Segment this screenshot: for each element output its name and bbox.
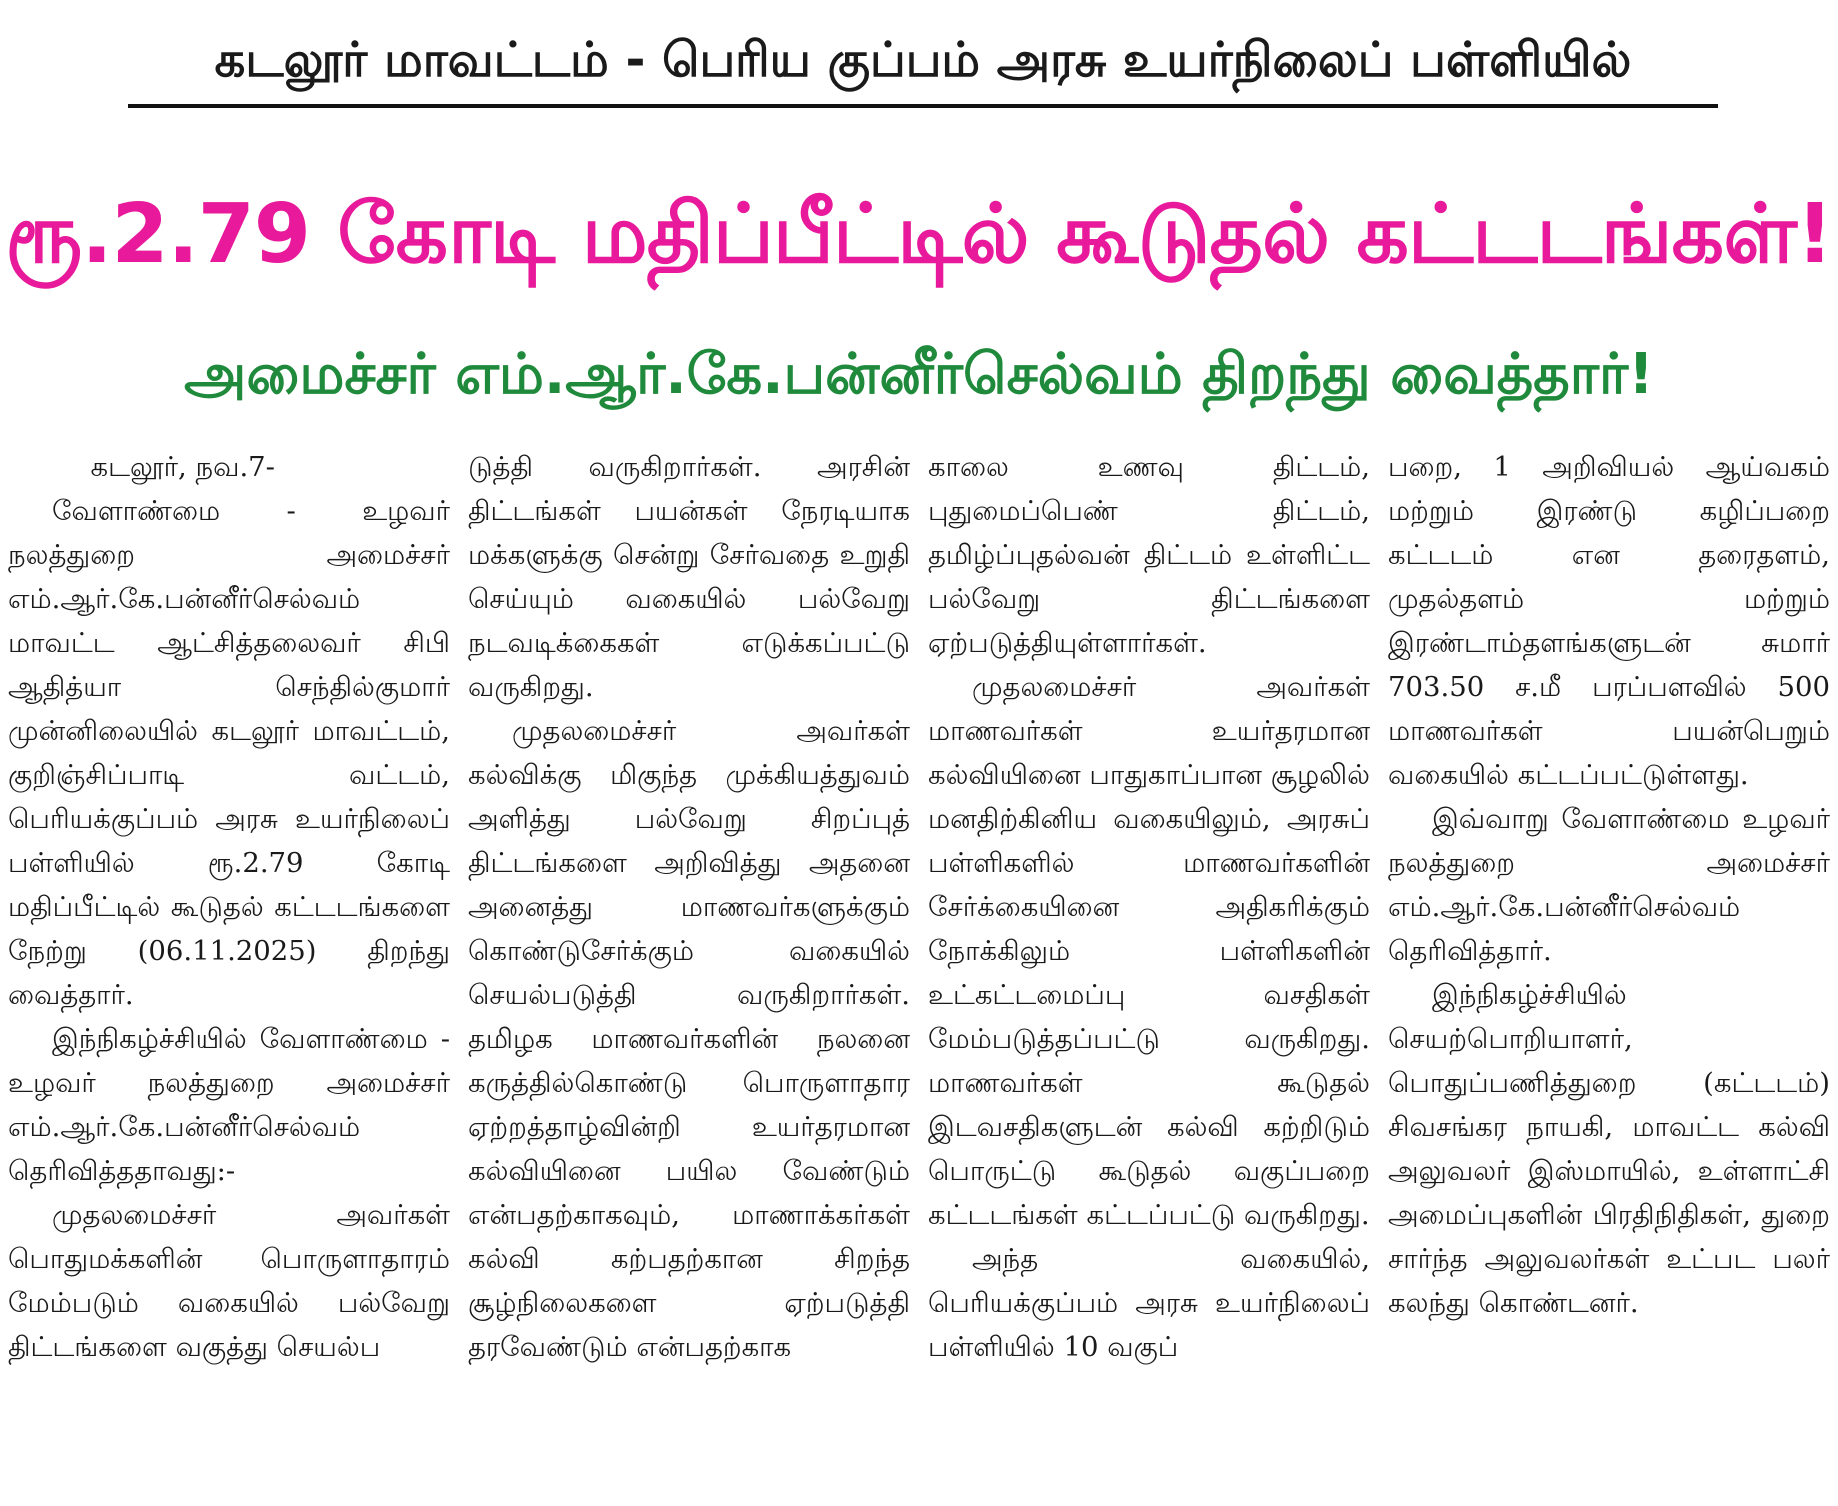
paragraph-continued: பறை, 1 அறிவியல் ஆய்வகம் மற்றும் இரண்டு கழிப்பறை கட்டடம் என தரைதளம், முதல்தளம் மற்றும் இரண்டாம்தளங்களுடன் சுமார் 703.50 ச.மீ பரப்பளவில் 500 மாணவர்கள் பயன்பெறும் வகையில் கட்டப்பட்டுள்ளது. <box>1388 451 1830 791</box>
main-headline: ரூ.2.79 கோடி மதிப்பீட்டில் கூடுதல் கட்டடங்கள்! <box>5 187 1833 282</box>
column-1 <box>8 445 450 1503</box>
paragraph: முதலமைச்சர் அவர்கள் மாணவர்கள் உயர்தரமான கல்வியினை பாதுகாப்பான சூழலில் மனதிற்கினிய வகையிலும், அரசுப் பள்ளிகளில் மாணவர்களின் சேர்க்கையினை அதிகரிக்கும் நோக்கிலும் பள்ளிகளின் உட்கட்டமைப்பு வசதிகள் மேம்படுத்தப்பட்டு வருகிறது. மாணவர்கள் கூடுதல் இடவசதிகளுடன் கல்வி கற்றிடும் பொருட்டு கூடுதல் வகுப்பறை கட்டடங்கள் கட்டப்பட்டு வருகிறது. <box>928 671 1370 1231</box>
paragraph: இவ்வாறு வேளாண்மை உழவர் நலத்துறை அமைச்சர் எம்.ஆர்.கே.பன்னீர்செல்வம் தெரிவித்தார். <box>1388 803 1830 967</box>
dateline: கடலூர், நவ.7- <box>90 451 275 483</box>
kicker-underline <box>128 104 1718 108</box>
paragraph-continued: டுத்தி வருகிறார்கள். அரசின் திட்டங்கள் பயன்கள் நேரடியாக மக்களுக்கு சென்று சேர்வதை உறுதி செய்யும் வகையில் பல்வேறு நடவடிக்கைகள் எடுக்கப்பட்டு வருகிறது. <box>468 451 910 703</box>
column-3 <box>928 445 1370 1503</box>
column-2 <box>468 445 910 1503</box>
sub-headline: அமைச்சர் எம்.ஆர்.கே.பன்னீர்செல்வம் திறந்து வைத்தார்! <box>184 342 1654 407</box>
paragraph-continued: காலை உணவு திட்டம், புதுமைப்பெண் திட்டம், தமிழ்ப்புதல்வன் திட்டம் உள்ளிட்ட பல்வேறு திட்டங்களை ஏற்படுத்தியுள்ளார்கள். <box>928 451 1370 659</box>
paragraph: முதலமைச்சர் அவர்கள் கல்விக்கு மிகுந்த முக்கியத்துவம் அளித்து பல்வேறு சிறப்புத் திட்டங்களை அறிவித்து அதனை அனைத்து மாணவர்களுக்கும் கொண்டுசேர்க்கும் வகையில் செயல்படுத்தி வருகிறார்கள். தமிழக மாணவர்களின் நலனை கருத்தில்கொண்டு பொருளாதார ஏற்றத்தாழ்வின்றி உயர்தரமான கல்வியினை பயில வேண்டும் என்பதற்காகவும், மாணாக்கர்கள் கல்வி கற்பதற்கான சிறந்த சூழ்நிலைகளை ஏற்படுத்தி தரவேண்டும் என்பதற்காக <box>468 715 910 1363</box>
article-body <box>8 445 1830 1503</box>
kicker-headline: கடலூர் மாவட்டம் - பெரிய குப்பம் அரசு உயர்நிலைப் பள்ளியில் <box>214 32 1632 88</box>
paragraph: முதலமைச்சர் அவர்கள் பொதுமக்களின் பொருளாதாரம் மேம்படும் வகையில் பல்வேறு திட்டங்களை வகுத்து செயல்ப <box>8 1199 450 1363</box>
paragraph: வேளாண்மை - உழவர் நலத்துறை அமைச்சர் எம்.ஆர்.கே.பன்னீர்செல்வம் மாவட்ட ஆட்சித்தலைவர் சிபி ஆதித்யா செந்தில்குமார் முன்னிலையில் கடலூர் மாவட்டம், குறிஞ்சிப்பாடி வட்டம், பெரியக்குப்பம் அரசு உயர்நிலைப் பள்ளியில் ரூ.2.79 கோடி மதிப்பீட்டில் கூடுதல் கட்டடங்களை நேற்று (06.11.2025) திறந்து வைத்தார். <box>8 495 450 1011</box>
column-4 <box>1388 445 1830 1503</box>
paragraph: இந்நிகழ்ச்சியில் வேளாண்மை - உழவர் நலத்துறை அமைச்சர் எம்.ஆர்.கே.பன்னீர்செல்வம் தெரிவித்ததாவது:- <box>8 1023 450 1187</box>
paragraph: இந்நிகழ்ச்சியில் செயற்பொறியாளர், பொதுப்பணித்துறை (கட்டடம்) சிவசங்கர நாயகி, மாவட்ட கல்வி அலுவலர் இஸ்மாயில், உள்ளாட்சி அமைப்புகளின் பிரதிநிதிகள், துறை சார்ந்த அலுவலர்கள் உட்பட பலர் கலந்து கொண்டனர். <box>1388 979 1830 1319</box>
paragraph: அந்த வகையில், பெரியக்குப்பம் அரசு உயர்நிலைப் பள்ளியில் 10 வகுப் <box>928 1243 1370 1363</box>
